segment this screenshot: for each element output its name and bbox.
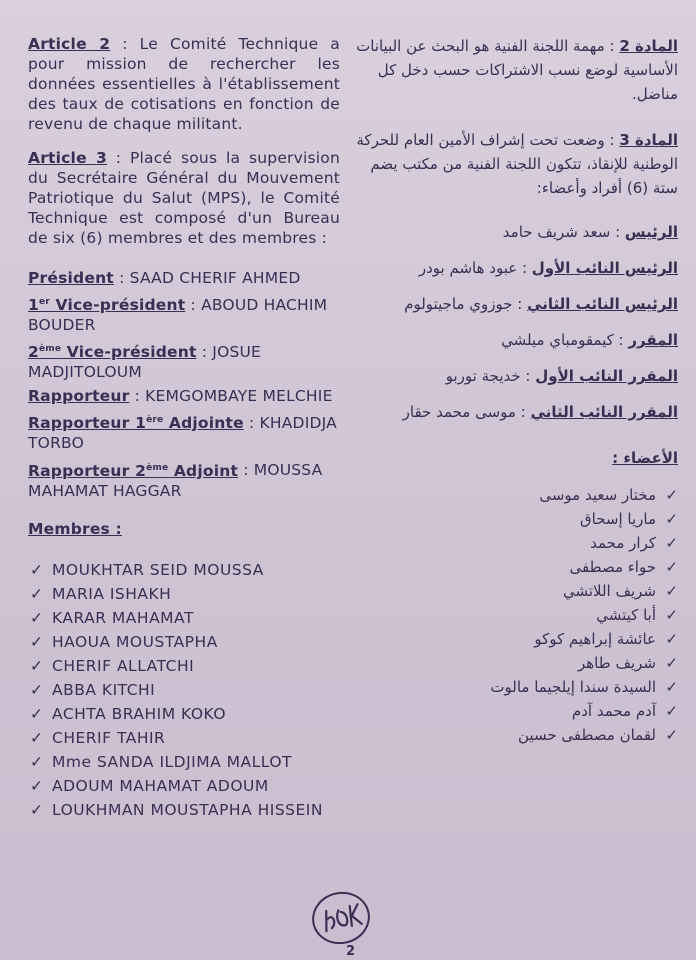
list-item: ✓ MARIA ISHAKH <box>30 584 172 603</box>
list-item: ✓ عائشة إبراهيم كوكو <box>534 630 678 648</box>
check-icon: ✓ <box>665 486 678 504</box>
article-3-text: : Placé sous la supervision du Secrétaire Général du Mouvement Patriotique du Salut (MPS), le Comité Technique est composé d'un Bureau de six (6) membres et des membres : <box>28 149 340 247</box>
list-item: ✓ السيدة سندا إيلجيما مالوت <box>490 678 678 696</box>
check-icon: ✓ <box>30 584 44 603</box>
list-item: ✓ CHERIF ALLATCHI <box>30 656 195 675</box>
bureau-rapporteur-first-deputy-ar: المقرر النائب الأول : خديجة توربو <box>445 367 678 385</box>
check-icon: ✓ <box>30 608 44 627</box>
check-icon: ✓ <box>30 704 44 723</box>
check-icon: ✓ <box>665 630 678 648</box>
members-title: Membres : <box>28 519 122 538</box>
bureau-president-ar: الرئيس : سعد شريف حامد <box>502 223 678 241</box>
members-list-ar <box>356 484 678 748</box>
check-icon: ✓ <box>30 752 44 771</box>
list-item: ✓ حواء مصطفى <box>569 558 678 576</box>
article-3-label: Article 3 <box>28 149 108 167</box>
initials-seal <box>307 887 375 950</box>
list-item: ✓ KARAR MAHAMAT <box>30 608 194 627</box>
article-3-ar-text: : وضعت تحت إشراف الأمين العام للحركة الوطنية للإنقاذ، تتكون اللجنة الفنية من مكتب يضم ستة (6) أفراد وأعضاء: <box>356 131 678 197</box>
check-icon: ✓ <box>665 726 678 744</box>
article-2-ar-label: المادة 2 <box>619 37 678 55</box>
arabic-column <box>356 34 678 748</box>
list-item: ✓ شريف اللاتشي <box>562 582 678 600</box>
list-item: ✓ Mme SANDA ILDJIMA MALLOT <box>30 752 293 771</box>
list-item: ✓ ACHTA BRAHIM KOKO <box>30 704 227 723</box>
list-item: ✓ آدم محمد آدم <box>571 702 678 720</box>
bureau-list-ar <box>356 220 678 424</box>
check-icon: ✓ <box>30 680 44 699</box>
article-2-ar <box>356 34 678 106</box>
check-icon: ✓ <box>665 582 678 600</box>
list-item: ✓ HAOUA MOUSTAPHA <box>30 632 218 651</box>
bureau-rapporteur-first-deputy: Rapporteur 1ère Adjointe : KHADIDJA TORBO <box>28 414 337 453</box>
list-item: ✓ ABBA KITCHI <box>30 680 156 699</box>
check-icon: ✓ <box>665 534 678 552</box>
list-item: ✓ ماريا إسحاق <box>580 510 678 528</box>
list-item: ✓ مختار سعيد موسى <box>539 486 678 504</box>
check-icon: ✓ <box>665 678 678 696</box>
list-item: ✓ CHERIF TAHIR <box>30 728 166 747</box>
article-3-ar-label: المادة 3 <box>619 131 678 149</box>
check-icon: ✓ <box>30 776 44 795</box>
list-item: ✓ MOUKHTAR SEID MOUSSA <box>30 560 264 579</box>
check-icon: ✓ <box>665 558 678 576</box>
list-item: ✓ لقمان مصطفى حسين <box>518 726 678 744</box>
article-2-label: Article 2 <box>28 35 111 53</box>
bureau-rapporteur-second-deputy: Rapporteur 2ème Adjoint : MOUSSA MAHAMAT HAGGAR <box>28 461 323 500</box>
check-icon: ✓ <box>665 510 678 528</box>
french-column <box>28 34 340 847</box>
check-icon: ✓ <box>665 606 678 624</box>
check-icon: ✓ <box>30 728 44 747</box>
bureau-second-vice-president-ar: الرئيس النائب الثاني : جوزوي ماجيتولوم <box>404 295 678 313</box>
bureau-rapporteur-second-deputy-ar: المقرر النائب الثاني : موسى محمد حقار <box>402 403 678 421</box>
article-2-text: : Le Comité Technique a pour mission de rechercher les données essentielles à l'établissement des taux de cotisations en fonction de revenu de chaque militant. <box>28 35 340 133</box>
check-icon: ✓ <box>30 800 44 819</box>
list-item: ✓ شريف طاهر <box>577 654 678 672</box>
check-icon: ✓ <box>30 560 44 579</box>
bureau-list <box>28 268 340 501</box>
check-icon: ✓ <box>30 632 44 651</box>
bureau-president: Président : SAAD CHERIF AHMED <box>28 269 301 287</box>
check-icon: ✓ <box>665 702 678 720</box>
list-item: ✓ LOUKHMAN MOUSTAPHA HISSEIN <box>30 800 323 819</box>
article-2-ar-text: : مهمة اللجنة الفنية هو البحث عن البيانات الأساسية لوضع نسب الاشتراكات حسب دخل كل مناضل. <box>356 37 678 103</box>
list-item: ✓ كرار محمد <box>590 534 678 552</box>
check-icon: ✓ <box>30 656 44 675</box>
list-item: ✓ أبا كيتشي <box>596 606 678 624</box>
page-number: 2 <box>346 944 356 959</box>
article-2 <box>28 34 340 134</box>
bureau-second-vice-president: 2ème Vice-président : JOSUE MADJITOLOUM <box>28 343 262 382</box>
bureau-rapporteur-ar: المقرر : كيمقومباي ميلشي <box>501 331 678 349</box>
members-title-ar: الأعضاء : <box>612 449 678 467</box>
article-3 <box>28 148 340 248</box>
signature-icon <box>310 889 373 947</box>
list-item: ✓ ADOUM MAHAMAT ADOUM <box>30 776 269 795</box>
check-icon: ✓ <box>665 654 678 672</box>
members-list <box>28 559 340 847</box>
article-3-ar <box>356 128 678 200</box>
bureau-first-vice-president: 1er Vice-président : ABOUD HACHIM BOUDER <box>28 296 328 335</box>
bureau-first-vice-president-ar: الرئيس النائب الأول : عبود هاشم بودر <box>418 259 678 277</box>
bureau-rapporteur: Rapporteur : KEMGOMBAYE MELCHIE <box>28 387 333 406</box>
